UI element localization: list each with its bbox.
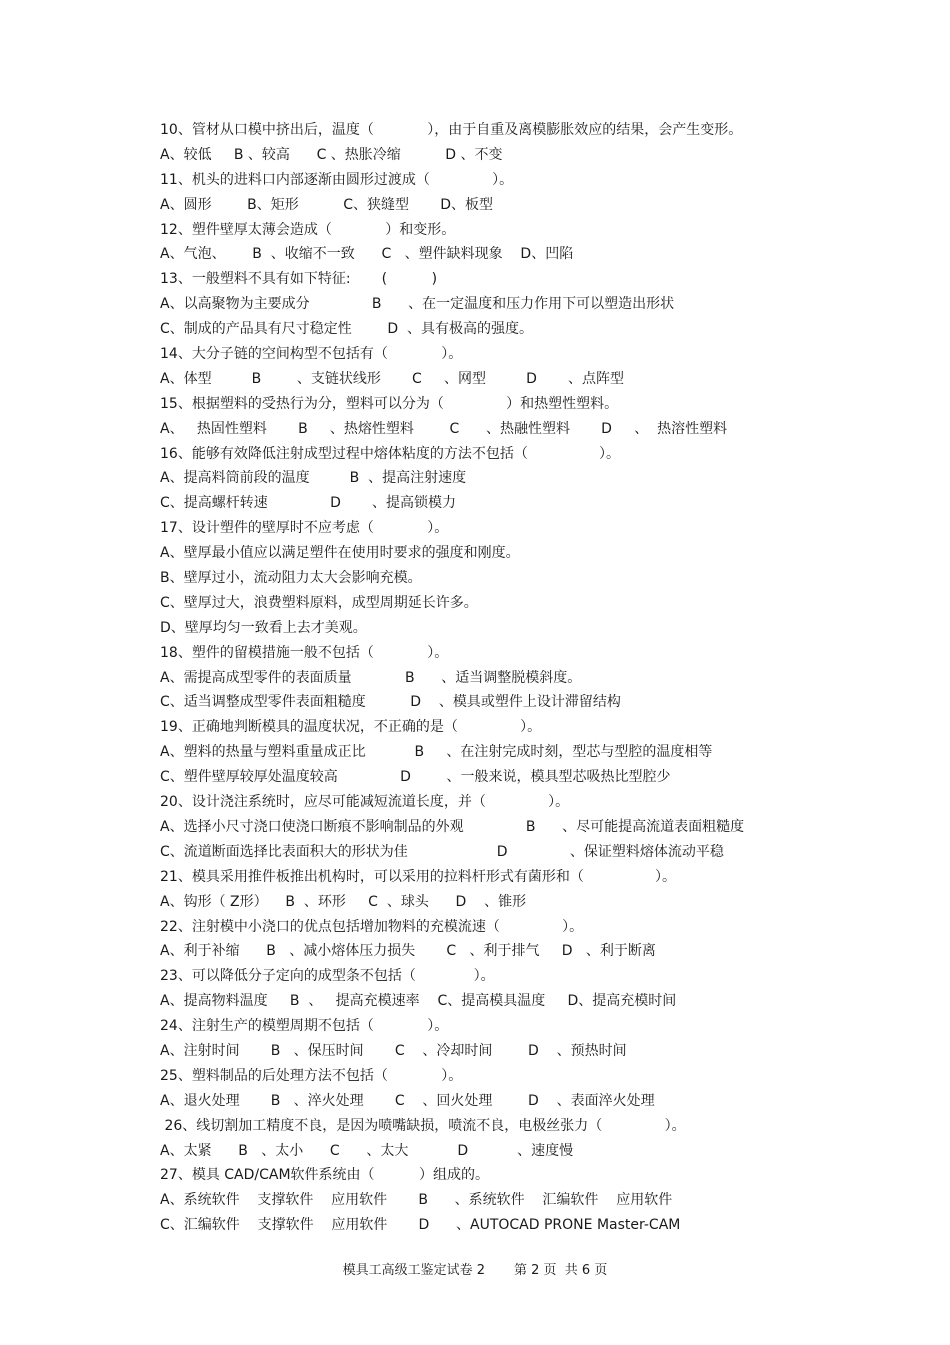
question-line: 14、大分子链的空间构型不包括有（ ）。 xyxy=(160,346,463,363)
question-line: 26、线切割加工精度不良，是因为喷嘴缺损，喷流不良，电极丝张力（ ）。 xyxy=(160,1117,686,1134)
option-line: A、体型 B 、支链状线形 C 、网型 D 、点阵型 xyxy=(160,370,624,387)
option-line: D、壁厚均匀一致看上去才美观。 xyxy=(160,619,367,636)
option-line: A、圆形 B、矩形 C、狭缝型 D、板型 xyxy=(160,196,493,213)
option-line: A、退火处理 B 、淬火处理 C 、回火处理 D 、表面淬火处理 xyxy=(160,1092,655,1109)
option-line: A、气泡、 B 、收缩不一致 C 、塑件缺料现象 D、凹陷 xyxy=(160,246,574,263)
option-line: C、汇编软件 支撑软件 应用软件 D 、AUTOCAD PRONE Master-CAM xyxy=(160,1217,681,1234)
option-line: A、以高聚物为主要成分 B 、在一定温度和压力作用下可以塑造出形状 xyxy=(160,296,675,313)
option-line: A、塑料的热量与塑料重量成正比 B 、在注射完成时刻，型芯与型腔的温度相等 xyxy=(160,744,713,761)
option-line: A、选择小尺寸浇口使浇口断痕不影响制品的外观 B 、尽可能提高流道表面粗糙度 xyxy=(160,818,745,835)
option-line: A、注射时间 B 、保压时间 C 、冷却时间 D 、预热时间 xyxy=(160,1042,627,1059)
question-line: 16、能够有效降低注射成型过程中熔体粘度的方法不包括（ ）。 xyxy=(160,445,621,462)
document-body xyxy=(160,118,800,1238)
option-line: A、提高物料温度 B 、 提高充模速率 C、提高模具温度 D、提高充模时间 xyxy=(160,993,677,1010)
option-line: A、需提高成型零件的表面质量 B 、适当调整脱模斜度。 xyxy=(160,669,582,686)
question-line: 12、塑件壁厚太薄会造成（ ）和变形。 xyxy=(160,221,456,238)
question-line: 10、管材从口模中挤出后，温度（ ），由于自重及离模膨胀效应的结果，会产生变形。 xyxy=(160,122,743,138)
option-line: A、太紧 B 、太小 C 、太大 D 、速度慢 xyxy=(160,1142,574,1159)
question-line: 18、塑件的留模措施一般不包括（ ）。 xyxy=(160,644,449,661)
question-line: 21、模具采用推件板推出机构时，可以采用的拉料杆形式有菌形和（ ）。 xyxy=(160,868,677,885)
option-line: A、 热固性塑料 B 、热熔性塑料 C 、热融性塑料 D 、 热溶性塑料 xyxy=(160,420,728,437)
option-line: C、适当调整成型零件表面粗糙度 D 、模具或塑件上设计滞留结构 xyxy=(160,694,621,711)
option-line: A、提高料筒前段的温度 B 、提高注射速度 xyxy=(160,470,467,487)
question-line: 27、模具 CAD/CAM软件系统由（ ）组成的。 xyxy=(160,1167,490,1184)
question-line: 24、注射生产的模塑周期不包括（ ）。 xyxy=(160,1018,449,1035)
option-line: C、壁厚过大，浪费塑料原料，成型周期延长许多。 xyxy=(160,594,478,611)
question-line: 13、一般塑料不具有如下特征: ( ) xyxy=(160,271,438,288)
option-line: C、塑件壁厚较厚处温度较高 D 、一般来说，模具型芯吸热比型腔少 xyxy=(160,769,671,786)
question-line: 17、设计塑件的壁厚时不应考虑（ ）。 xyxy=(160,520,449,537)
page-footer: 模具工高级工鉴定试卷 2 第 2 页 共 6 页 xyxy=(342,1263,608,1278)
question-line: 15、根据塑料的受热行为分，塑料可以分为（ ）和热塑性塑料。 xyxy=(160,395,619,412)
option-line: A、系统软件 支撑软件 应用软件 B 、系统软件 汇编软件 应用软件 xyxy=(160,1192,673,1209)
option-line: A、壁厚最小值应以满足塑件在使用时要求的强度和刚度。 xyxy=(160,545,520,562)
option-line: A、较低 B 、较高 C 、热胀冷缩 D 、不变 xyxy=(160,146,503,163)
option-line: A、利于补缩 B 、减小熔体压力损失 C 、利于排气 D 、利于断离 xyxy=(160,943,656,960)
option-line: C、流道断面选择比表面积大的形状为佳 D 、保证塑料熔体流动平稳 xyxy=(160,843,724,860)
option-line: A、钩形（ Z形） B 、环形 C 、球头 D 、锥形 xyxy=(160,893,527,910)
option-line: B、壁厚过小，流动阻力太大会影响充模。 xyxy=(160,570,422,587)
question-line: 20、设计浇注系统时，应尽可能减短流道长度，并（ ）。 xyxy=(160,794,570,811)
question-line: 19、正确地判断模具的温度状况，不正确的是（ ）。 xyxy=(160,719,542,736)
option-line: C、提高螺杆转速 D 、提高锁模力 xyxy=(160,495,457,512)
question-line: 11、机头的进料口内部逐渐由圆形过渡成（ ）。 xyxy=(160,171,514,188)
question-line: 25、塑料制品的后处理方法不包括（ ）。 xyxy=(160,1067,463,1084)
question-line: 22、注射模中小浇口的优点包括增加物料的充模流速（ ）。 xyxy=(160,918,584,935)
question-line: 23、可以降低分子定向的成型条不包括（ ）。 xyxy=(160,968,495,985)
option-line: C、制成的产品具有尺寸稳定性 D 、具有极高的强度。 xyxy=(160,321,534,338)
